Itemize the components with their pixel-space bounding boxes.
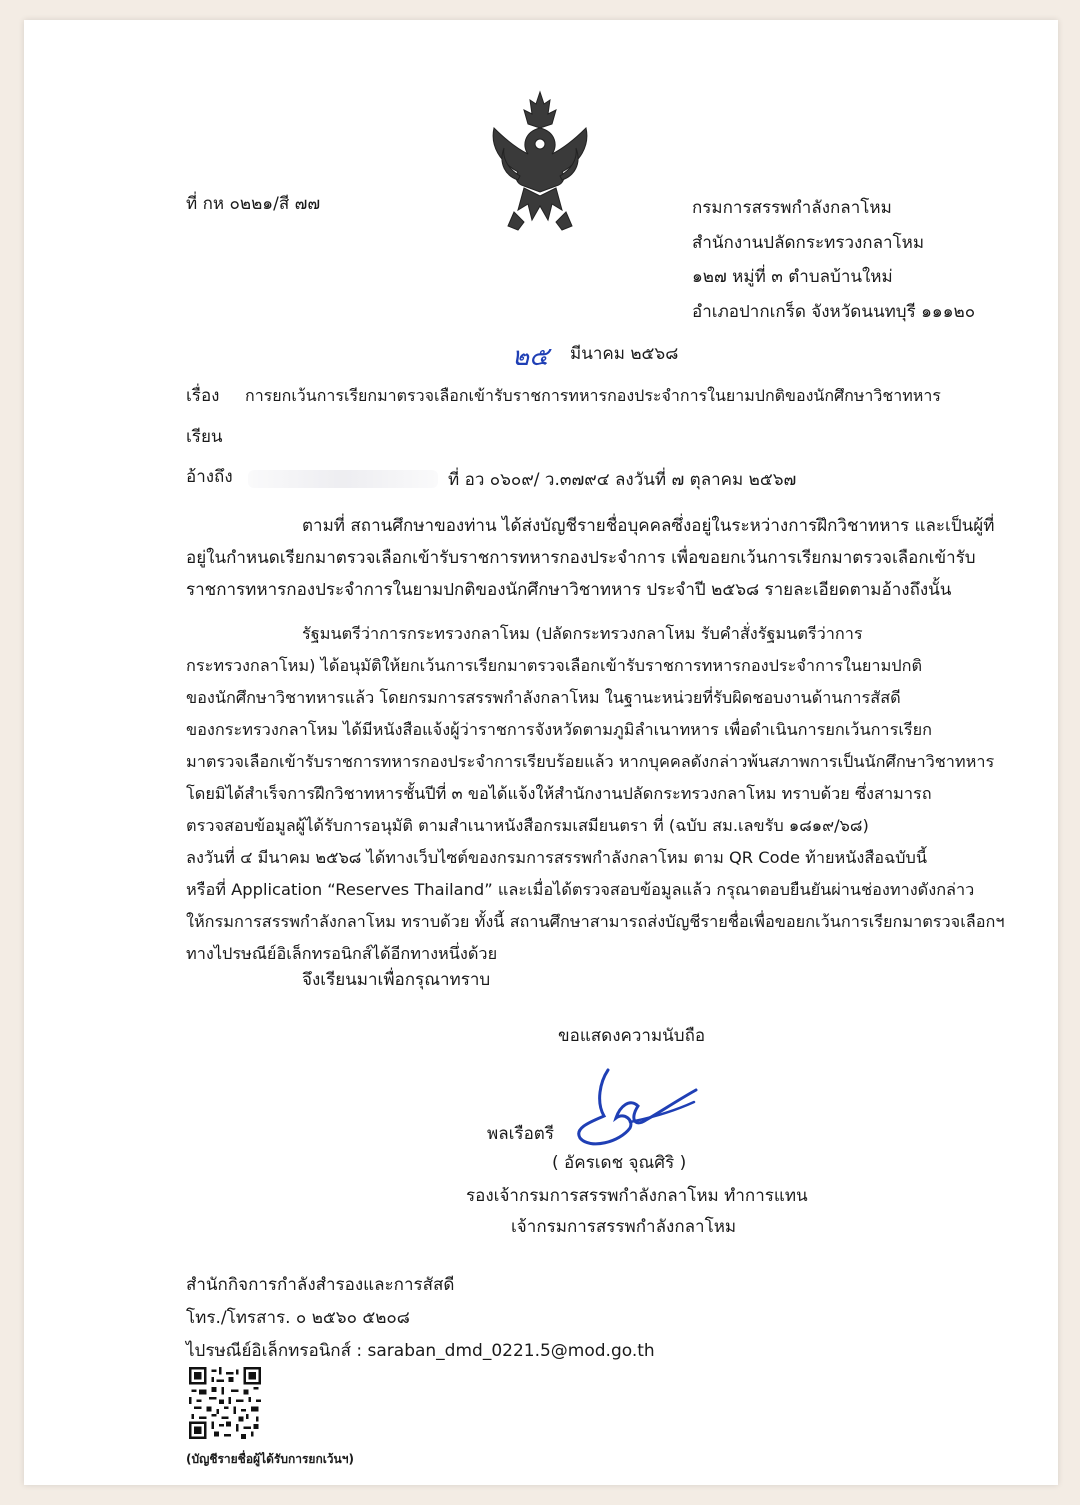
to-label: เรียน — [186, 427, 223, 447]
footer-unit: สำนักกิจการกำลังสำรองและการสัสดี — [186, 1275, 455, 1295]
office-address-line-4: อำเภอปากเกร็ด จังหวัดนนทบุรี ๑๑๑๒๐ — [692, 302, 976, 322]
handwritten-signature-icon — [560, 1062, 710, 1162]
paragraph-2-line: โดยมิได้สำเร็จการฝึกวิชาทหารชั้นปีที่ ๓ ขอได้แจ้งให้สำนักงานปลัดกระทรวงกลาโหม ทราบด้วย ซึ่งสามารถ — [186, 784, 932, 803]
paragraph-1-line: อยู่ในกำหนดเรียกมาตรวจเลือกเข้ารับราชการทหารกองประจำการ เพื่อขอยกเว้นการเรียกมาตรวจเลือกเข้ารับ — [186, 548, 976, 568]
paragraph-2-line: ให้กรมการสรรพกำลังกลาโหม ทราบด้วย ทั้งนี้ สถานศึกษาสามารถส่งบัญชีรายชื่อเพื่อขอยกเว้นการเรียกมาตรวจเลือกฯ — [186, 912, 1005, 931]
qr-code-icon[interactable] — [189, 1367, 261, 1439]
body-paragraph-2 — [186, 618, 1005, 970]
closing-line: จึงเรียนมาเพื่อกรุณาทราบ — [302, 970, 491, 990]
paragraph-2-line: ลงวันที่ ๔ มีนาคม ๒๕๖๘ ได้ทางเว็บไซต์ของกรมการสรรพกำลังกลาโหม ตาม QR Code ท้ายหนังสือฉบับนี้ — [186, 848, 927, 867]
regards: ขอแสดงความนับถือ — [558, 1026, 706, 1046]
reference-number: ที่ กห ๐๒๒๑/สี ๗๗ — [186, 194, 321, 214]
subject-label: เรื่อง — [186, 386, 220, 406]
date-day-handwritten: ๒๕ — [512, 342, 549, 372]
paragraph-2-line: ตรวจสอบข้อมูลผู้ได้รับการอนุมัติ ตามสำเนาหนังสือกรมเสมียนตรา ที่ (ฉบับ สม.เลขรับ ๑๘๑๙/๖๘) — [186, 816, 869, 835]
paragraph-2-line: หรือที่ Application “Reserves Thailand” และเมื่อได้ตรวจสอบข้อมูลแล้ว กรุณาตอบยืนยันผ่านช่องทางดังกล่าว — [186, 880, 975, 899]
subject-text: การยกเว้นการเรียกมาตรวจเลือกเข้ารับราชการทหารกองประจำการในยามปกติของนักศึกษาวิชาทหาร — [245, 386, 941, 405]
office-address-line-2: สำนักงานปลัดกระทรวงกลาโหม — [692, 233, 925, 253]
paragraph-2-line: ทางไปรษณีย์อิเล็กทรอนิกส์ได้อีกทางหนึ่งด้วย — [186, 944, 498, 963]
paragraph-1-line: ตามที่ สถานศึกษาของท่าน ได้ส่งบัญชีรายชื่อบุคคลซึ่งอยู่ในระหว่างการฝึกวิชาทหาร และเป็นผู้ที่ — [302, 516, 995, 536]
office-address-line-1: กรมการสรรพกำลังกลาโหม — [692, 198, 892, 218]
redacted-reference — [248, 468, 438, 488]
reference-label: อ้างถึง — [186, 467, 233, 487]
signatory-rank: พลเรือตรี — [487, 1124, 554, 1144]
office-address-line-3: ๑๒๗ หมู่ที่ ๓ ตำบลบ้านใหม่ — [692, 267, 893, 287]
paragraph-2-line: ของกระทรวงกลาโหม ได้มีหนังสือแจ้งผู้ว่าราชการจังหวัดตามภูมิลำเนาทหาร เพื่อดำเนินการยกเว้นการเรียก — [186, 720, 933, 739]
signatory-position-2: เจ้ากรมการสรรพกำลังกลาโหม — [511, 1217, 737, 1237]
date-month-year: มีนาคม ๒๕๖๘ — [570, 344, 679, 364]
qr-caption: (บัญชีรายชื่อผู้ได้รับการยกเว้นฯ) — [186, 1452, 354, 1466]
paragraph-2-line: ของนักศึกษาวิชาทหารแล้ว โดยกรมการสรรพกำลังกลาโหม ในฐานะหน่วยที่รับผิดชอบงานด้านการสัสดี — [186, 688, 901, 707]
signatory-name: ( อัครเดช จุณศิริ ) — [552, 1153, 687, 1173]
footer-phone: โทร./โทรสาร. ๐ ๒๕๖๐ ๕๒๐๘ — [186, 1308, 410, 1328]
paragraph-2-line: กระทรวงกลาโหม) ได้อนุมัติให้ยกเว้นการเรียกมาตรวจเลือกเข้ารับราชการทหารกองประจำการในยามปกติ — [186, 656, 923, 675]
paragraph-2-line: รัฐมนตรีว่าการกระทรวงกลาโหม (ปลัดกระทรวงกลาโหม รับคำสั่งรัฐมนตรีว่าการ — [302, 624, 863, 643]
reference-text: ที่ อว ๐๖๐๙/ ว.๓๗๙๔ ลงวันที่ ๗ ตุลาคม ๒๕๖๗ — [448, 470, 797, 490]
body-paragraph-1 — [186, 510, 995, 606]
paragraph-2-line: มาตรวจเลือกเข้ารับราชการทหารกองประจำการเรียบร้อยแล้ว หากบุคคลดังกล่าวพ้นสภาพการเป็นนักศึกษาวิชาทหาร — [186, 752, 995, 771]
garuda-emblem-icon — [484, 88, 596, 238]
footer-email: ไปรษณีย์อิเล็กทรอนิกส์ : saraban_dmd_0221.5@mod.go.th — [186, 1341, 655, 1361]
paragraph-1-line: ราชการทหารกองประจำการในยามปกติของนักศึกษาวิชาทหาร ประจำปี ๒๕๖๘ รายละเอียดตามอ้างถึงนั้น — [186, 580, 952, 600]
signatory-position-1: รองเจ้ากรมการสรรพกำลังกลาโหม ทำการแทน — [466, 1186, 808, 1206]
